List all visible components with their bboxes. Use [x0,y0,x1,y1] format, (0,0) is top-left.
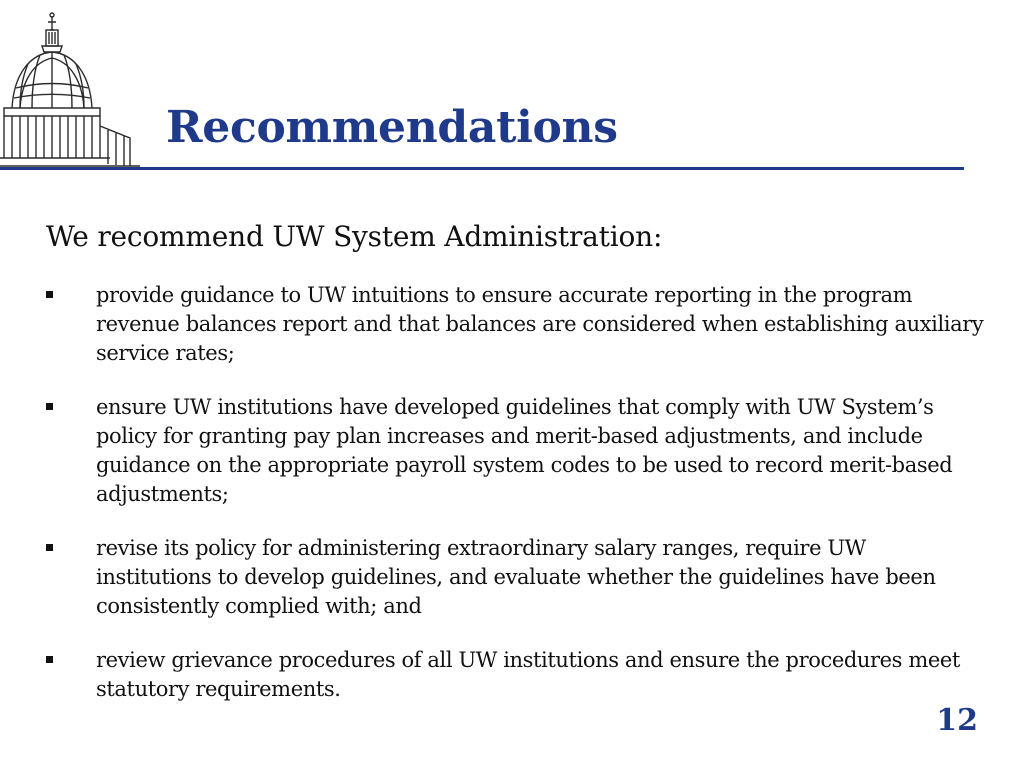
square-bullet-icon [46,403,53,410]
page-number: 12 [936,703,978,738]
intro-text: We recommend UW System Administration: [46,220,663,253]
recommendation-text: provide guidance to UW intuitions to ensure accurate reporting in the program revenue balances report and that balances are considered when establishing auxiliary service rates; [96,283,984,365]
title-underline [0,167,964,170]
recommendation-list [46,281,986,729]
recommendation-item [46,534,986,621]
capitol-dome-icon [0,8,150,170]
recommendation-text: revise its policy for administering extraordinary salary ranges, require UW institutions to develop guidelines, and evaluate whether the guidelines have been consistently complied with; and [96,536,936,618]
recommendation-text: review grievance procedures of all UW institutions and ensure the procedures meet statutory requirements. [96,648,960,701]
square-bullet-icon [46,544,53,551]
recommendation-text: ensure UW institutions have developed guidelines that comply with UW System’s policy for granting pay plan increases and merit-based adjustments, and include guidance on the appropriate payroll system codes to be used to record merit-based adjustments; [96,395,953,506]
recommendation-item [46,281,986,368]
recommendation-item [46,393,986,509]
square-bullet-icon [46,291,53,298]
square-bullet-icon [46,656,53,663]
recommendation-item [46,646,986,704]
slide-title: Recommendations [166,102,618,153]
